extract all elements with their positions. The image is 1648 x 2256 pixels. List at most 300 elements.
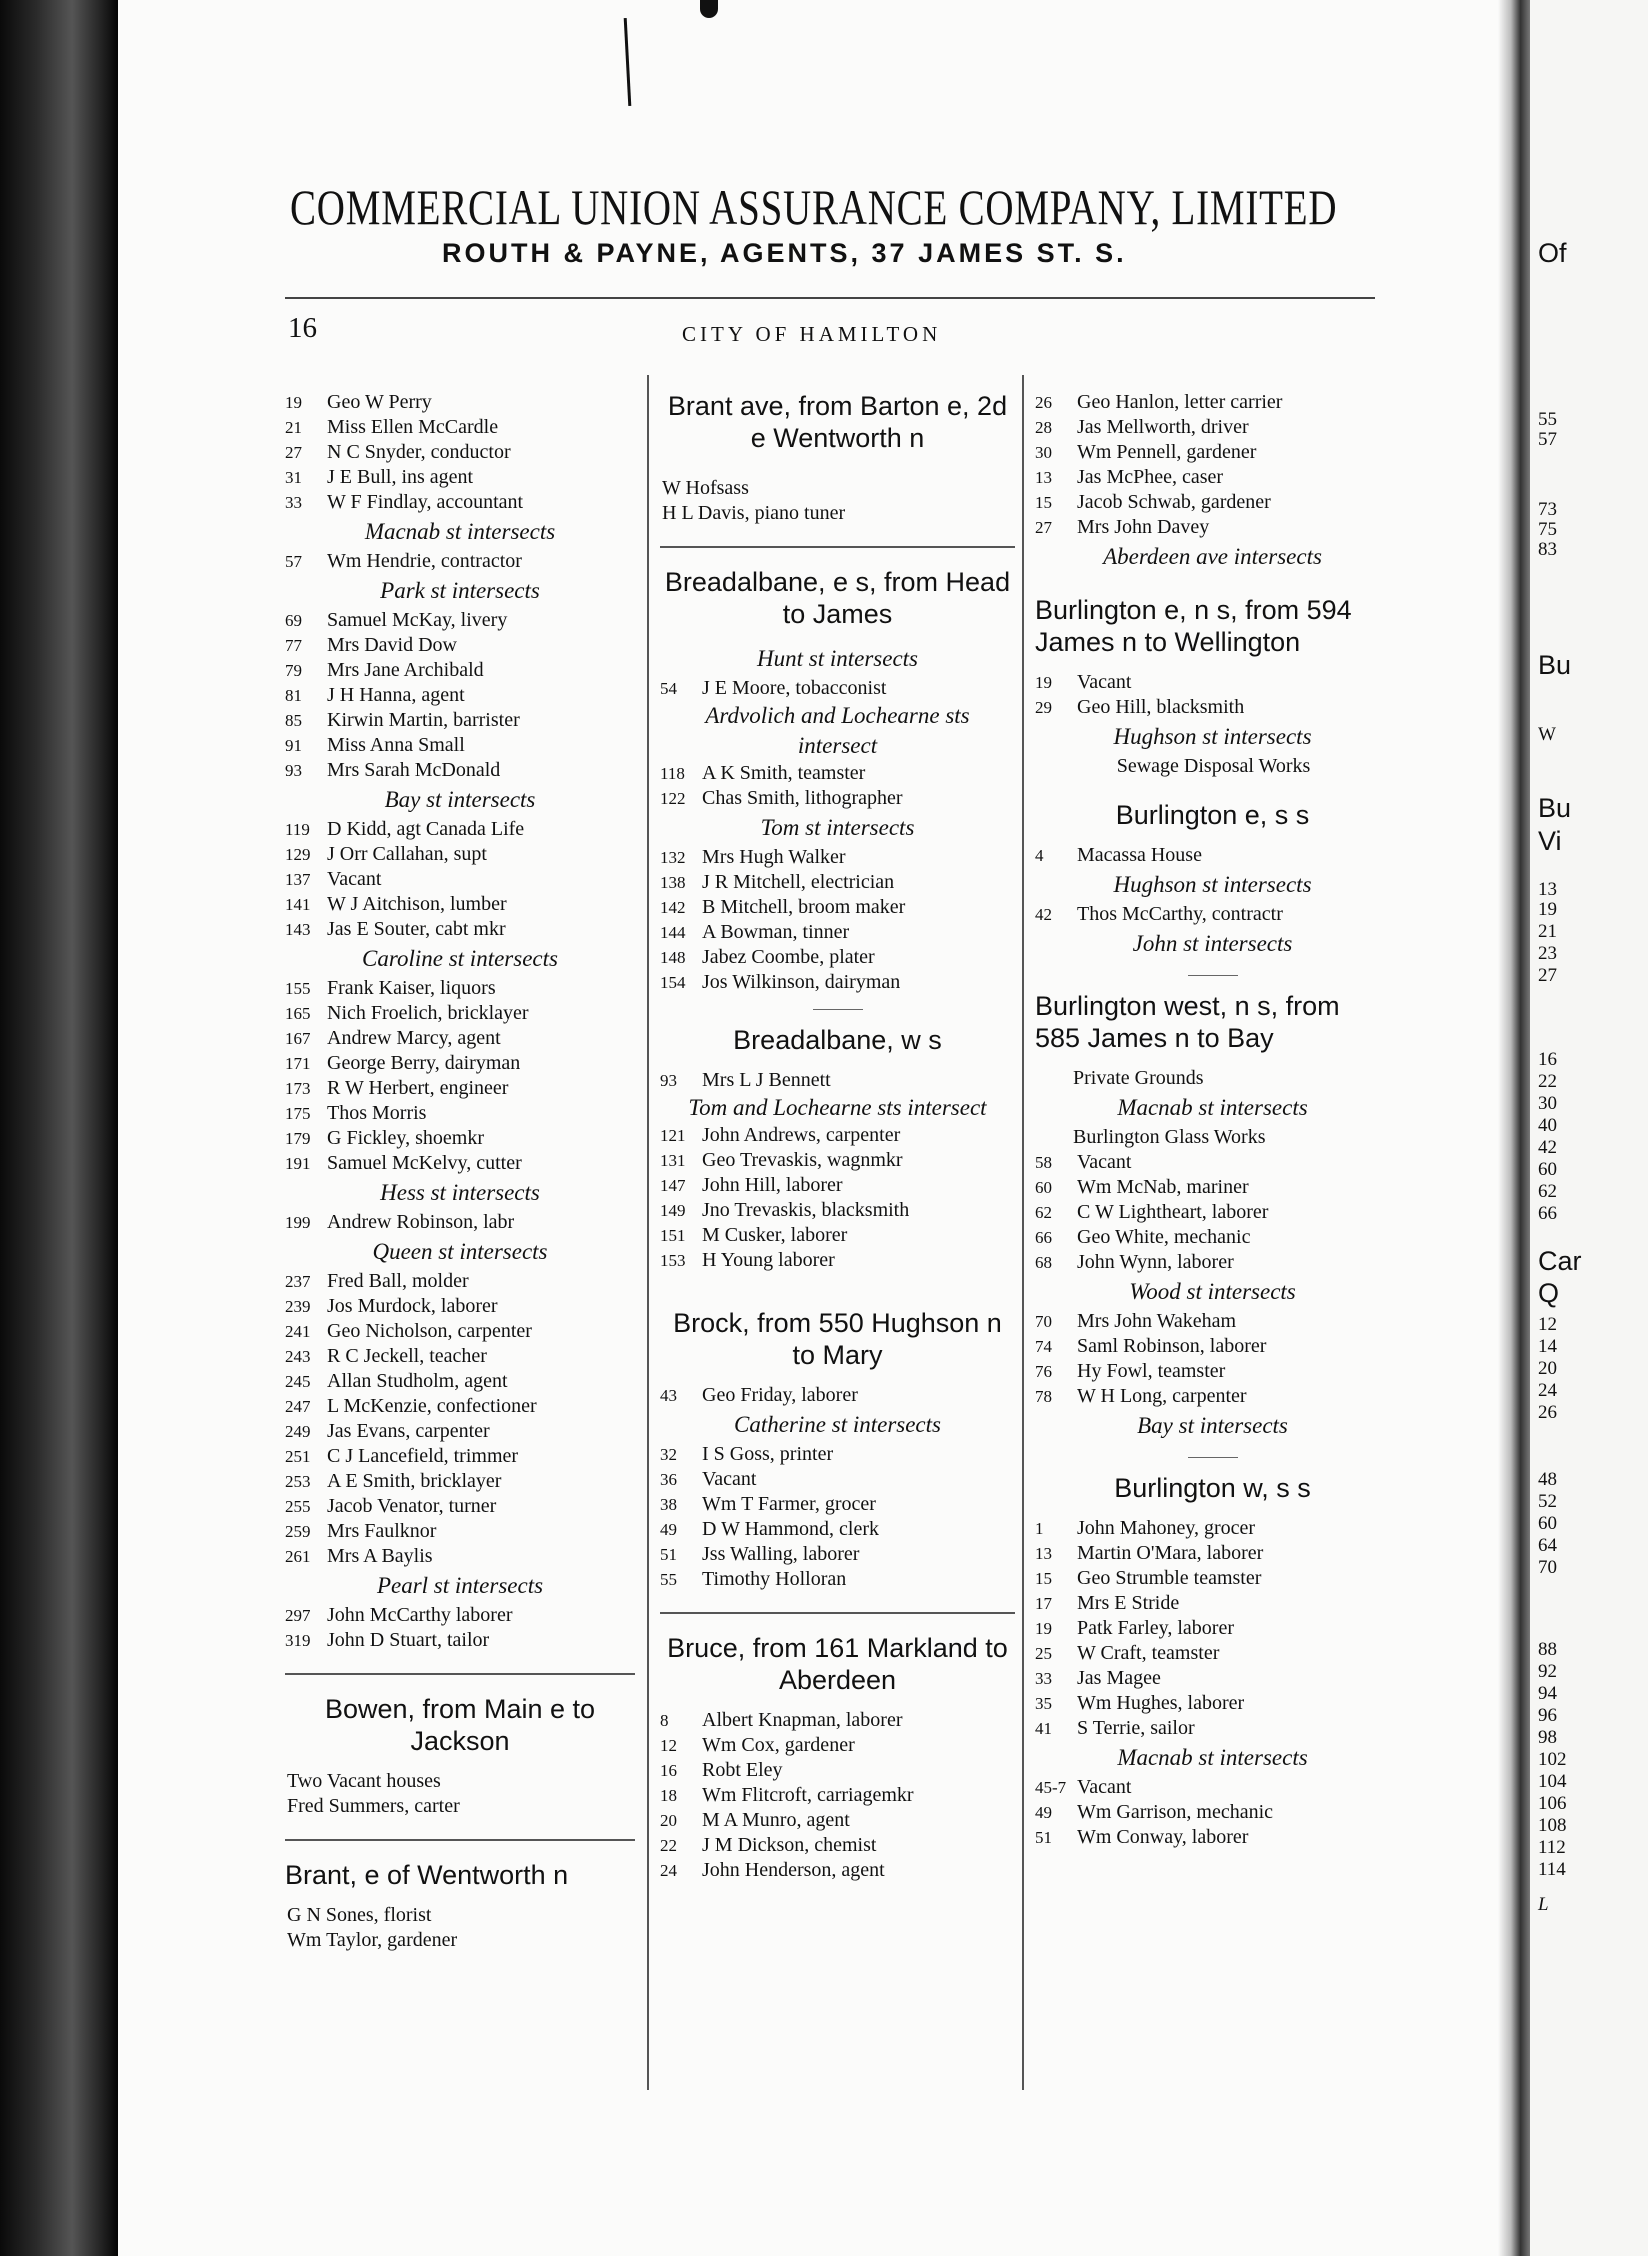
- resident-name: John McCarthy laborer: [327, 1604, 513, 1626]
- resident-name: Wm McNab, mariner: [1077, 1176, 1249, 1198]
- house-number: 143: [285, 920, 311, 939]
- resident-name: George Berry, dairyman: [327, 1052, 521, 1074]
- resident-name: Geo Trevaskis, wagnmkr: [702, 1149, 903, 1171]
- house-number: 22: [660, 1836, 677, 1855]
- resident-name: Hy Fowl, teamster: [1077, 1360, 1226, 1382]
- resident-name: Wm Flitcroft, carriagemkr: [702, 1784, 914, 1806]
- house-number: 69: [285, 611, 302, 630]
- resident-name: Mrs John Wakeham: [1077, 1310, 1237, 1332]
- resident-name: C W Lightheart, laborer: [1077, 1201, 1269, 1223]
- resident-name: J M Dickson, chemist: [702, 1834, 877, 1856]
- house-number: 93: [660, 1071, 677, 1090]
- house-number: 70: [1035, 1312, 1052, 1331]
- resident-name: John Hill, laborer: [702, 1174, 843, 1196]
- short-rule: [1188, 975, 1238, 976]
- resident-name: A E Smith, bricklayer: [327, 1470, 502, 1492]
- resident-name: Wm Cox, gardener: [702, 1734, 855, 1756]
- street-heading: Bruce, from 161 Markland to Aberdeen: [667, 1633, 1008, 1695]
- page-fragment-text: 52: [1538, 1491, 1557, 1512]
- directory-entry: [285, 1051, 635, 1076]
- house-number: 175: [285, 1104, 311, 1123]
- street-heading: Brant, e of Wentworth n: [285, 1860, 569, 1890]
- directory-entry: [285, 1269, 635, 1294]
- directory-entry: [660, 1068, 1015, 1093]
- header-rule: [285, 297, 1375, 299]
- directory-entry: [285, 1519, 635, 1544]
- house-number: 249: [285, 1422, 311, 1441]
- page-fragment-text: 42: [1538, 1137, 1557, 1158]
- house-number: 19: [1035, 673, 1052, 692]
- list-item: Burlington Glass Works: [1073, 1126, 1266, 1148]
- directory-entry: [660, 1517, 1015, 1542]
- directory-entry: [285, 1369, 635, 1394]
- page-fragment-text: 20: [1538, 1358, 1557, 1379]
- resident-name: Jas Evans, carpenter: [327, 1420, 490, 1442]
- scan-blot: [700, 0, 718, 18]
- resident-name: Mrs John Davey: [1077, 516, 1210, 538]
- street-heading: Breadalbane, w s: [733, 1025, 942, 1055]
- house-number: 141: [285, 895, 311, 914]
- page-fragment-text: Q: [1538, 1278, 1560, 1308]
- directory-entry: [1035, 515, 1390, 540]
- directory-entry: [660, 1198, 1015, 1223]
- directory-entry: [285, 842, 635, 867]
- house-number: 167: [285, 1029, 311, 1048]
- resident-name: A K Smith, teamster: [702, 762, 866, 784]
- column-1: [285, 390, 635, 1953]
- banner-company: COMMERCIAL UNION ASSURANCE COMPANY, LIMITED: [290, 179, 1338, 235]
- resident-name: Nich Froelich, bricklayer: [327, 1002, 529, 1024]
- house-number: 41: [1035, 1719, 1052, 1738]
- house-number: 119: [285, 820, 310, 839]
- page-fragment-text: Vi: [1538, 826, 1562, 856]
- list-item: W Hofsass: [662, 477, 749, 499]
- directory-entry: [1035, 1591, 1390, 1616]
- page-fragment-text: 108: [1538, 1815, 1567, 1836]
- directory-entry: [285, 465, 635, 490]
- directory-entry: [1035, 1666, 1390, 1691]
- house-number: 91: [285, 736, 302, 755]
- resident-name: Vacant: [702, 1468, 757, 1490]
- directory-entry: [1035, 1516, 1390, 1541]
- resident-name: Allan Studholm, agent: [327, 1370, 508, 1392]
- house-number: 54: [660, 679, 677, 698]
- house-number: 24: [660, 1861, 677, 1880]
- house-number: 66: [1035, 1228, 1052, 1247]
- page-fragment-text: 114: [1538, 1859, 1566, 1880]
- house-number: 261: [285, 1547, 311, 1566]
- column-3: [1035, 390, 1390, 1850]
- house-number: 78: [1035, 1387, 1052, 1406]
- resident-name: Jno Trevaskis, blacksmith: [702, 1199, 910, 1221]
- house-number: 60: [1035, 1178, 1052, 1197]
- directory-entry: [1035, 440, 1390, 465]
- intersect-note: Queen st intersects: [372, 1239, 548, 1264]
- resident-name: Fred Ball, molder: [327, 1270, 469, 1292]
- directory-entry: [285, 708, 635, 733]
- page-fragment-text: 19: [1538, 899, 1557, 920]
- resident-name: Geo Hill, blacksmith: [1077, 696, 1245, 718]
- page-fragment-text: Of: [1538, 238, 1567, 268]
- intersect-note: Catherine st intersects: [734, 1412, 941, 1437]
- house-number: 74: [1035, 1337, 1052, 1356]
- resident-name: Mrs Sarah McDonald: [327, 759, 501, 781]
- directory-entry: [285, 608, 635, 633]
- house-number: 28: [1035, 418, 1052, 437]
- directory-entry: [1035, 1616, 1390, 1641]
- resident-name: Geo Nicholson, carpenter: [327, 1320, 532, 1342]
- resident-name: Geo White, mechanic: [1077, 1226, 1251, 1248]
- directory-entry: [660, 1567, 1015, 1592]
- house-number: 21: [285, 418, 302, 437]
- resident-name: Geo Hanlon, letter carrier: [1077, 391, 1283, 413]
- resident-name: L McKenzie, confectioner: [327, 1395, 537, 1417]
- resident-name: C J Lancefield, trimmer: [327, 1445, 519, 1467]
- intersect-note: Bay st intersects: [384, 787, 536, 812]
- resident-name: Mrs A Baylis: [327, 1545, 433, 1567]
- directory-entry: [660, 945, 1015, 970]
- intersect-note: Hess st intersects: [380, 1180, 540, 1205]
- house-number: 43: [660, 1386, 677, 1405]
- resident-name: Jos Murdock, laborer: [327, 1295, 498, 1317]
- intersect-note: Hunt st intersects: [757, 646, 918, 671]
- page-fragment-text: Bu: [1538, 650, 1572, 680]
- page-fragment-text: 30: [1538, 1093, 1557, 1114]
- resident-name: Mrs L J Bennett: [702, 1069, 831, 1091]
- house-number: 148: [660, 948, 686, 967]
- house-number: 31: [285, 468, 302, 487]
- resident-name: Jss Walling, laborer: [702, 1543, 860, 1565]
- intersect-note: Ardvolich and Lochearne sts intersect: [705, 703, 970, 758]
- resident-name: Mrs Hugh Walker: [702, 846, 846, 868]
- house-number: 51: [660, 1545, 677, 1564]
- directory-entry: [285, 892, 635, 917]
- directory-entry: [285, 683, 635, 708]
- resident-name: Thos McCarthy, contractr: [1077, 903, 1283, 925]
- intersect-note: Pearl st intersects: [376, 1573, 544, 1598]
- directory-entry: [285, 1294, 635, 1319]
- page-fragment-text: 48: [1538, 1469, 1557, 1490]
- street-heading: Breadalbane, e s, from Head to James: [664, 567, 1011, 629]
- directory-entry: [660, 676, 1015, 701]
- resident-name: Vacant: [1077, 671, 1132, 693]
- house-number: 27: [1035, 518, 1052, 537]
- advertising-banner: [290, 179, 1380, 269]
- resident-name: G Fickley, shoemkr: [327, 1127, 485, 1149]
- resident-name: W J Aitchison, lumber: [327, 893, 507, 915]
- directory-entry: [285, 490, 635, 515]
- resident-name: Miss Anna Small: [327, 734, 465, 756]
- house-number: 191: [285, 1154, 311, 1173]
- resident-name: M A Munro, agent: [702, 1809, 850, 1831]
- resident-name: A Bowman, tinner: [702, 921, 850, 943]
- house-number: 30: [1035, 443, 1052, 462]
- intersect-note: Tom and Lochearne sts intersect: [688, 1095, 987, 1120]
- resident-name: Vacant: [1077, 1776, 1132, 1798]
- resident-name: Timothy Holloran: [702, 1568, 847, 1590]
- house-number: 36: [660, 1470, 677, 1489]
- resident-name: J Orr Callahan, supt: [327, 843, 487, 865]
- directory-entry: [1035, 1334, 1390, 1359]
- directory-entry: [285, 1210, 635, 1235]
- page-fragment-text: 55: [1538, 409, 1557, 430]
- banner-agents: ROUTH & PAYNE, AGENTS, 37 JAMES ST. S.: [442, 238, 1127, 268]
- intersect-note: Macnab st intersects: [364, 519, 556, 544]
- house-number: 118: [660, 764, 685, 783]
- house-number: 144: [660, 923, 686, 942]
- directory-entry: [1035, 490, 1390, 515]
- house-number: 85: [285, 711, 302, 730]
- running-title: CITY OF HAMILTON: [682, 322, 942, 346]
- intersect-note: Wood st intersects: [1129, 1279, 1296, 1304]
- resident-name: Wm Hughes, laborer: [1077, 1692, 1245, 1714]
- house-number: 154: [660, 973, 686, 992]
- resident-name: Frank Kaiser, liquors: [327, 977, 496, 999]
- street-heading: Burlington w, s s: [1114, 1473, 1311, 1503]
- directory-entry: [660, 1833, 1015, 1858]
- directory-entry: [1035, 1641, 1390, 1666]
- page-fragment-text: 24: [1538, 1380, 1557, 1401]
- house-number: 8: [660, 1711, 669, 1730]
- house-number: 33: [1035, 1669, 1052, 1688]
- directory-entry: [660, 1148, 1015, 1173]
- page-fragment-text: 83: [1538, 539, 1557, 560]
- directory-entry: [1035, 1225, 1390, 1250]
- house-number: 241: [285, 1322, 311, 1341]
- house-number: 132: [660, 848, 686, 867]
- house-number: 93: [285, 761, 302, 780]
- resident-name: Geo W Perry: [327, 391, 432, 413]
- house-number: 19: [285, 393, 302, 412]
- directory-entry: [285, 867, 635, 892]
- intersect-note: Bay st intersects: [1137, 1413, 1288, 1438]
- directory-entry: [285, 733, 635, 758]
- house-number: 81: [285, 686, 302, 705]
- page-fragment-text: Bu: [1538, 793, 1572, 823]
- list-item: Fred Summers, carter: [287, 1795, 460, 1817]
- directory-entry: [1035, 1150, 1390, 1175]
- resident-name: W H Long, carpenter: [1077, 1385, 1247, 1407]
- house-number: 245: [285, 1372, 311, 1391]
- resident-name: Jacob Schwab, gardener: [1077, 491, 1271, 513]
- intersect-note: Macnab st intersects: [1117, 1745, 1308, 1770]
- resident-name: Wm Conway, laborer: [1077, 1826, 1249, 1848]
- directory-entry: [660, 1123, 1015, 1148]
- intersect-note: Park st intersects: [380, 578, 540, 603]
- directory-entry: [660, 1442, 1015, 1467]
- page-fragment-text: 22: [1538, 1071, 1557, 1092]
- list-item: Private Grounds: [1073, 1067, 1204, 1089]
- house-number: 259: [285, 1522, 311, 1541]
- intersect-note: Aberdeen ave intersects: [1103, 544, 1322, 569]
- page-fragment-text: 102: [1538, 1749, 1567, 1770]
- resident-name: Jabez Coombe, plater: [702, 946, 875, 968]
- directory-entry: [660, 920, 1015, 945]
- page-fragment-text: 12: [1538, 1314, 1557, 1335]
- resident-name: J E Moore, tobacconist: [702, 677, 887, 699]
- directory-entry: [660, 786, 1015, 811]
- intersect-note: Caroline st intersects: [362, 946, 558, 971]
- directory-entry: [1035, 1691, 1390, 1716]
- intersect-note: Hughson st intersects: [1113, 724, 1312, 749]
- house-number: 16: [660, 1761, 677, 1780]
- house-number: 142: [660, 898, 686, 917]
- resident-name: John Henderson, agent: [702, 1859, 885, 1881]
- page-fragment-text: 66: [1538, 1203, 1557, 1224]
- house-number: 45-7: [1035, 1778, 1067, 1797]
- directory-entry: [660, 1542, 1015, 1567]
- house-number: 26: [1035, 393, 1052, 412]
- directory-entry: [1035, 1200, 1390, 1225]
- directory-entry: [660, 895, 1015, 920]
- page-fragment-text: 57: [1538, 429, 1557, 450]
- house-number: 247: [285, 1397, 311, 1416]
- house-number: 13: [1035, 468, 1052, 487]
- adjacent-page-fragment: [1530, 0, 1648, 2256]
- directory-entry: [285, 1394, 635, 1419]
- house-number: 251: [285, 1447, 311, 1466]
- directory-entry: [285, 917, 635, 942]
- directory-entry: [285, 1319, 635, 1344]
- directory-entry: [660, 761, 1015, 786]
- page-fragment-text: 40: [1538, 1115, 1557, 1136]
- resident-name: Jas E Souter, cabt mkr: [327, 918, 506, 940]
- house-number: 20: [660, 1811, 677, 1830]
- resident-name: Andrew Robinson, labr: [327, 1211, 515, 1233]
- directory-entry: [660, 1173, 1015, 1198]
- short-rule: [1188, 1457, 1238, 1458]
- house-number: 255: [285, 1497, 311, 1516]
- resident-name: Robt Eley: [702, 1759, 783, 1781]
- house-number: 12: [660, 1736, 677, 1755]
- directory-entry: [1035, 1825, 1390, 1850]
- house-number: 199: [285, 1213, 311, 1232]
- scan-edge-left: [0, 0, 120, 2256]
- directory-entry: [660, 1708, 1015, 1733]
- resident-name: Jos Wilkinson, dairyman: [702, 971, 901, 993]
- house-number: 237: [285, 1272, 311, 1291]
- directory-entry: [1035, 843, 1390, 868]
- page-fragment-text: 73: [1538, 499, 1557, 520]
- directory-entry: [285, 1026, 635, 1051]
- resident-name: Vacant: [327, 868, 382, 890]
- directory-entry: [285, 658, 635, 683]
- house-number: 131: [660, 1151, 686, 1170]
- resident-name: John Wynn, laborer: [1077, 1251, 1234, 1273]
- page-fragment-text: Car: [1538, 1246, 1582, 1276]
- short-rule: [813, 1009, 863, 1010]
- house-number: 62: [1035, 1203, 1052, 1222]
- page-fragment-text: 75: [1538, 519, 1557, 540]
- page-fragment-text: 27: [1538, 965, 1557, 986]
- page-fragment-text: 26: [1538, 1402, 1557, 1423]
- house-number: 149: [660, 1201, 686, 1220]
- house-number: 17: [1035, 1594, 1052, 1613]
- directory-entry: [285, 440, 635, 465]
- page-fragment-text: 14: [1538, 1336, 1557, 1357]
- house-number: 77: [285, 636, 302, 655]
- page-fragment-text: 23: [1538, 943, 1557, 964]
- resident-name: J E Bull, ins agent: [327, 466, 474, 488]
- house-number: 79: [285, 661, 302, 680]
- house-number: 57: [285, 552, 302, 571]
- page-number: 16: [288, 312, 317, 344]
- resident-name: Samuel McKay, livery: [327, 609, 508, 631]
- resident-name: Geo Friday, laborer: [702, 1384, 858, 1406]
- directory-entry: [660, 1383, 1015, 1408]
- directory-entry: [285, 976, 635, 1001]
- resident-name: Vacant: [1077, 1151, 1132, 1173]
- page-fragment-text: 13: [1538, 879, 1557, 900]
- resident-name: Macassa House: [1077, 844, 1202, 866]
- resident-name: Saml Robinson, laborer: [1077, 1335, 1267, 1357]
- house-number: 55: [660, 1570, 677, 1589]
- resident-name: Wm Pennell, gardener: [1077, 441, 1257, 463]
- intersect-note: Macnab st intersects: [1117, 1095, 1308, 1120]
- page-fragment-text: 60: [1538, 1513, 1557, 1534]
- house-number: 38: [660, 1495, 677, 1514]
- page-fragment-text: W: [1538, 724, 1556, 745]
- directory-entry: [1035, 1800, 1390, 1825]
- directory-entry: [1035, 670, 1390, 695]
- directory-entry: [285, 1603, 635, 1628]
- directory-entry: [660, 1467, 1015, 1492]
- resident-name: Mrs E Stride: [1077, 1592, 1180, 1614]
- directory-entry: [1035, 1716, 1390, 1741]
- house-number: 173: [285, 1079, 311, 1098]
- column-rule: [1022, 375, 1024, 2090]
- list-item: Wm Taylor, gardener: [287, 1929, 458, 1951]
- resident-name: R C Jeckell, teacher: [327, 1345, 487, 1367]
- intersect-note: Hughson st intersects: [1113, 872, 1312, 897]
- house-number: 25: [1035, 1644, 1052, 1663]
- house-number: 49: [1035, 1803, 1052, 1822]
- page-fragment-text: 70: [1538, 1557, 1557, 1578]
- street-heading: Brant ave, from Barton e, 2d e Wentworth n: [667, 391, 1008, 453]
- section-rule: [660, 546, 1015, 548]
- street-heading: Brock, from 550 Hughson n to Mary: [673, 1308, 1002, 1370]
- house-number: 13: [1035, 1544, 1052, 1563]
- page-fragment-text: 62: [1538, 1181, 1557, 1202]
- house-number: 319: [285, 1631, 311, 1650]
- resident-name: John Andrews, carpenter: [702, 1124, 901, 1146]
- directory-entry: [285, 1101, 635, 1126]
- page-fragment-text: 88: [1538, 1639, 1557, 1660]
- house-number: 253: [285, 1472, 311, 1491]
- house-number: 49: [660, 1520, 677, 1539]
- list-item: G N Sones, florist: [287, 1904, 432, 1926]
- section-rule: [285, 1673, 635, 1675]
- house-number: 1: [1035, 1519, 1044, 1538]
- directory-entry: [1035, 902, 1390, 927]
- house-number: 155: [285, 979, 311, 998]
- section-rule: [285, 1839, 635, 1841]
- resident-name: M Cusker, laborer: [702, 1224, 848, 1246]
- page-fragment-text: 96: [1538, 1705, 1557, 1726]
- house-number: 32: [660, 1445, 677, 1464]
- page-fragment-text: 64: [1538, 1535, 1557, 1556]
- house-number: 27: [285, 443, 302, 462]
- resident-name: Jas McPhee, caser: [1077, 466, 1224, 488]
- resident-name: S Terrie, sailor: [1077, 1717, 1195, 1739]
- section-rule: [660, 1612, 1015, 1614]
- house-number: 15: [1035, 1569, 1052, 1588]
- directory-entry: [660, 870, 1015, 895]
- house-number: 138: [660, 873, 686, 892]
- page-fragment-text: 92: [1538, 1661, 1557, 1682]
- directory-entry: [1035, 465, 1390, 490]
- resident-name: B Mitchell, broom maker: [702, 896, 906, 918]
